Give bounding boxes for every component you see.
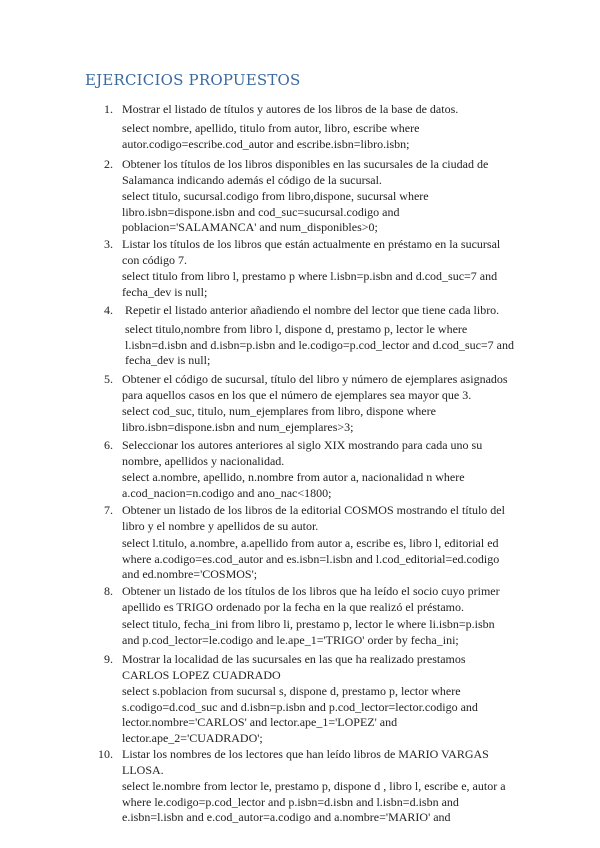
answer-line: autor.codigo=escribe.cod_autor and escribe.isbn=libro.isbn;	[122, 136, 410, 151]
question-line: Obtener los títulos de los libros disponibles en las sucursales de la ciudad de	[122, 157, 489, 171]
exercise-number: 1.	[104, 102, 113, 116]
sql-answer	[122, 404, 436, 435]
sql-answer	[122, 684, 478, 746]
sql-answer	[122, 779, 506, 826]
answer-line: where a.codigo=es.cod_autor and es.isbn=l.isbn and l.cod_editorial=ed.codigo	[122, 551, 500, 566]
exercise-number: 10.	[98, 747, 113, 761]
sql-answer	[122, 470, 465, 501]
exercise-question	[122, 652, 466, 683]
answer-line: e.isbn=l.isbn and e.cod_autor=a.codigo and a.nombre='MARIO' and	[122, 810, 451, 824]
exercise-number: 5.	[104, 372, 113, 386]
question-line: CARLOS LOPEZ CUADRADO	[122, 667, 281, 682]
answer-line: select nombre, apellido, titulo from autor, libro, escribe where	[122, 121, 420, 135]
exercise-number: 9.	[104, 652, 113, 666]
answer-line: select titulo,nombre from libro l, dispone d, prestamo p, lector le where	[125, 322, 468, 336]
exercise-number: 6.	[104, 438, 113, 452]
exercise-question	[122, 102, 458, 118]
answer-line: lector.ape_2='CUADRADO';	[122, 730, 263, 745]
exercise-question	[122, 438, 482, 469]
answer-line: lector.nombre='CARLOS' and lector.ape_1='LOPEZ' and	[122, 715, 398, 729]
question-line: Mostrar la localidad de las sucursales en las que ha realizado prestamos	[122, 652, 466, 666]
sql-answer	[122, 189, 429, 236]
answer-line: select le.nombre from lector le, prestamo p, dispone d , libro l, escribe e, autor a	[122, 779, 506, 793]
sql-answer	[122, 121, 419, 152]
exercise-question	[125, 303, 499, 319]
answer-line: poblacion='SALAMANCA' and num_disponibles>0;	[122, 220, 378, 234]
answer-line: select titulo, fecha_ini from libro li, prestamo p, lector le where li.isbn=p.isbn	[122, 617, 495, 631]
answer-line: s.codigo=d.cod_suc and d.isbn=p.isbn and p.cod_lector=lector.codigo and	[122, 699, 478, 714]
question-line: con código 7.	[122, 252, 187, 267]
answer-line: libro.isbn=dispone.isbn and num_ejemplares>3;	[122, 419, 354, 434]
answer-line: select s.poblacion from sucursal s, dispone d, prestamo p, lector where	[122, 684, 461, 698]
question-line: Listar los títulos de los libros que están actualmente en préstamo en la sucursal	[122, 237, 501, 251]
question-line: Obtener un listado de los títulos de los libros que ha leído el socio cuyo primer	[122, 584, 500, 598]
question-line: para aquellos casos en los que el número de ejemplares sea mayor que 3.	[122, 387, 472, 402]
exercise-number: 2.	[104, 157, 113, 171]
answer-line: select cod_suc, titulo, num_ejemplares from libro, dispone where	[122, 404, 436, 418]
exercise-question	[122, 747, 489, 778]
sql-answer	[122, 536, 499, 583]
question-line: LLOSA.	[122, 762, 164, 777]
question-line: Mostrar el listado de títulos y autores de los libros de la base de datos.	[122, 102, 459, 116]
sql-answer	[125, 322, 514, 369]
answer-line: l.isbn=d.isbn and d.isbn=p.isbn and le.codigo=p.cod_lector and d.cod_suc=7 and	[125, 337, 515, 352]
section-title: EJERCICIOS PROPUESTOS	[85, 71, 301, 89]
exercise-question	[122, 157, 488, 188]
answer-line: fecha_dev is null;	[125, 353, 211, 367]
answer-line: where le.codigo=p.cod_lector and p.isbn=d.isbn and l.isbn=d.isbn and	[122, 794, 459, 809]
sql-answer	[122, 617, 495, 648]
answer-line: select a.nombre, apellido, n.nombre from autor a, nacionalidad n where	[122, 470, 465, 484]
answer-line: select titulo from libro l, prestamo p where l.isbn=p.isbn and d.cod_suc=7 and	[122, 269, 498, 283]
answer-line: and p.cod_lector=le.codigo and le.ape_1='TRIGO' order by fecha_ini;	[122, 632, 459, 647]
answer-line: select titulo, sucursal.codigo from libro,dispone, sucursal where	[122, 189, 429, 203]
question-line: libro y el nombre y apellidos de su autor.	[122, 518, 319, 533]
question-line: Obtener un listado de los libros de la editorial COSMOS mostrando el título del	[122, 503, 505, 517]
answer-line: fecha_dev is null;	[122, 284, 208, 299]
exercise-question	[122, 372, 508, 403]
exercise-number: 4.	[104, 303, 113, 317]
exercise-question	[122, 584, 500, 615]
exercise-question	[122, 503, 505, 534]
question-line: Obtener el código de sucursal, título del libro y número de ejemplares asignados	[122, 372, 508, 386]
answer-line: select l.titulo, a.nombre, a.apellido from autor a, escribe es, libro l, editorial ed	[122, 536, 499, 550]
question-line: Salamanca indicando además el código de la sucursal.	[122, 172, 382, 187]
answer-line: libro.isbn=dispone.isbn and cod_suc=sucursal.codigo and	[122, 204, 400, 219]
exercise-number: 3.	[104, 237, 113, 251]
question-line: Repetir el listado anterior añadiendo el nombre del lector que tiene cada libro.	[125, 303, 500, 317]
sql-answer	[122, 269, 497, 300]
exercise-number: 7.	[104, 503, 113, 517]
exercise-number: 8.	[104, 584, 113, 598]
exercise-question	[122, 237, 500, 268]
question-line: apellido es TRIGO ordenado por la fecha en la que realizó el préstamo.	[122, 599, 464, 614]
answer-line: a.cod_nacion=n.codigo and ano_nac<1800;	[122, 485, 332, 500]
question-line: Seleccionar los autores anteriores al siglo XIX mostrando para cada uno su	[122, 438, 483, 452]
answer-line: and ed.nombre='COSMOS';	[122, 567, 258, 581]
question-line: Listar los nombres de los lectores que han leído libros de MARIO VARGAS	[122, 747, 489, 761]
question-line: nombre, apellidos y nacionalidad.	[122, 453, 285, 468]
